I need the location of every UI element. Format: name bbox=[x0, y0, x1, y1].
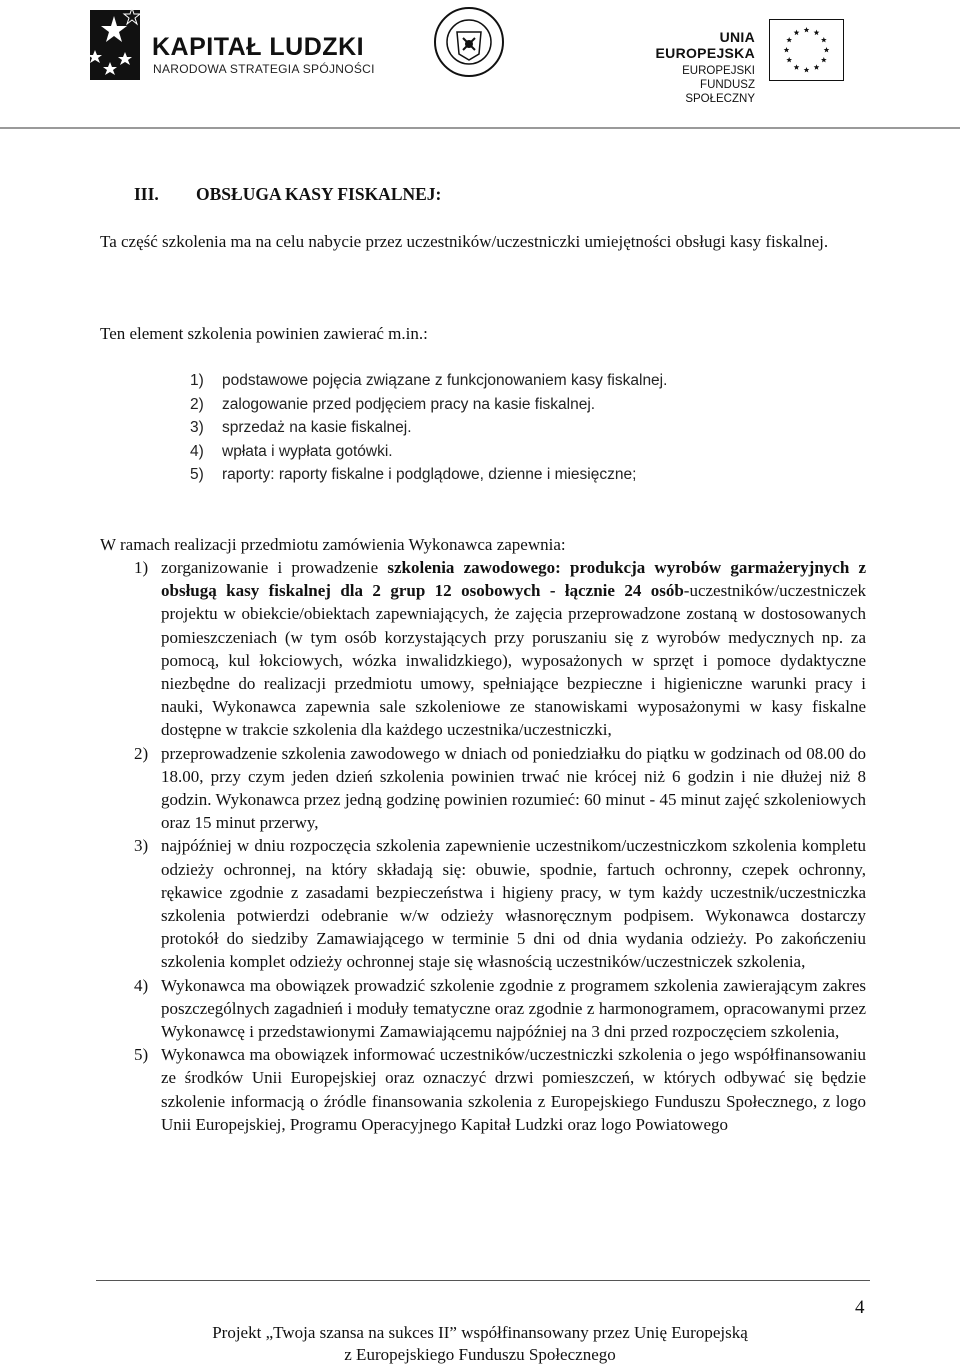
kapital-ludzki-emblem-icon bbox=[80, 2, 160, 86]
section-heading bbox=[134, 184, 441, 205]
list-item: 3) sprzedaż na kasie fiskalnej. bbox=[190, 419, 412, 436]
eu-line-1: EUROPEJSKI bbox=[682, 65, 755, 77]
eu-line-2: FUNDUSZ SPOŁECZNY bbox=[685, 79, 755, 105]
page-number: 4 bbox=[855, 1297, 865, 1318]
list-item: 5) Wykonawca ma obowiązek informować uczestników/uczestniczki szkolenia o jego współfinansowaniu ze środków Unii Europejskiej oraz oznaczyć drzwi pomieszczeń, w których odbywać się będzie szkolenie informacją o źródle finansowania szkolenia z Europejskiego Funduszu Społecznego, z logo Unii Europejskiej, Programu Operacyjnego Kapitał Ludzki oraz logo Powiatowego bbox=[134, 1045, 866, 1134]
list-item: 4) wpłata i wypłata gotówki. bbox=[190, 442, 393, 460]
list-item: 2) zalogowanie przed podjęciem pracy na kasie fiskalnej. bbox=[190, 395, 596, 413]
kapital-ludzki-subtitle: NARODOWA STRATEGIA SPÓJNOŚCI bbox=[153, 62, 375, 76]
page-header bbox=[0, 0, 960, 128]
list-item: 4) Wykonawca ma obowiązek prowadzić szkolenie zgodnie z programem szkolenia zawierającym zakres poszczególnych zagadnień i moduły tematyczne oraz zgodnie z harmonogramem, opracowanymi przez Wykonawcę i przedstawionymi Zamawiającemu najpóźniej na 3 dni przed rozpoczęciem szkolenia, bbox=[134, 975, 866, 1042]
topics-list bbox=[190, 369, 667, 487]
list-item: 3) najpóźniej w dniu rozpoczęcia szkolenia zapewnienie uczestnikom/uczestniczkom szkolenia kompletu odzieży ochronnej, na który składają się: obuwie, spodnie, fartuch ochronny, czepek ochronny, rękawice zgodnie z zasadami bezpieczeństwa i higieny pracy, w tym każdy uczestnik/uczestniczka szkolenia potwierdzi odebranie w/w odzieży własnoręcznym podpisem. Wykonawca dostarczy protokół do siedziby Zamawiającego w terminie 5 dni od dnia wydania odzieży. Po zakończeniu szkolenia komplet odzieży ochronnej staje się własnością uczestników/uczestniczek szkolenia, bbox=[134, 836, 866, 972]
kapital-ludzki-logo bbox=[80, 2, 380, 86]
section-title: OBSŁUGA KASY FISKALNEJ: bbox=[196, 184, 442, 204]
list-item: 5) raporty: raporty fiskalne i podglądowe, dzienne i miesięczne; bbox=[190, 466, 637, 483]
footer-line-1: Projekt „Twoja szansa na sukces II” współfinansowany przez Unię Europejską bbox=[212, 1323, 748, 1342]
section-number: III. bbox=[134, 184, 159, 204]
kapital-ludzki-title: KAPITAŁ LUDZKI bbox=[152, 33, 365, 61]
footer-line-2: z Europejskiego Funduszu Społecznego bbox=[344, 1345, 616, 1364]
page-footer bbox=[0, 1322, 960, 1366]
list-item: 2) przeprowadzenie szkolenia zawodowego w dniach od poniedziałku do piątku w godzinach od 08.00 do 18.00, przy czym jeden dzień szkolenia powinien trwać nie krócej niż 6 godzin i nie dłużej niż 8 godzin. Wykonawca przez jedną godzinę powinien rozumieć: 60 minut - 45 minut zajęć szkoleniowych oraz 15 minut przerwy, bbox=[134, 743, 866, 833]
pcpr-seal-logo bbox=[433, 6, 505, 78]
header-divider bbox=[0, 127, 960, 129]
list-item: 1) podstawowe pojęcia związane z funkcjonowaniem kasy fiskalnej. bbox=[190, 372, 668, 389]
ten-element-paragraph: Ten element szkolenia powinien zawierać m.in.: bbox=[100, 324, 428, 343]
footer-divider bbox=[96, 1280, 870, 1281]
intro-paragraph: Ta część szkolenia ma na celu nabycie przez uczestników/uczestniczki umiejętności obsługi kasy fiskalnej. bbox=[100, 232, 829, 251]
list-item: 1) zorganizowanie i prowadzenie szkolenia zawodowego: produkcja wyrobów garmażeryjnych z obsługą kasy fiskalnej dla 2 grup 12 osobowych - łącznie 24 osób-uczestników/uczestniczek projektu w obiekcie/obiektach zapewniających, że zajęcia przeprowadzone zostaną w dostosowanych pomieszczeniach (w tym osób korzystających przy poruszaniu się z wyrobów medycznych np. za pomocą, kul łokciowych, wózka inwalidzkiego), wyposażonych w sprzęt i pomoce dydaktyczne niezbędne do realizacji przedmiotu umowy, spełniające bezpieczne i higieniczne warunki pracy i nauki, Wykonawca zapewnia sale szkoleniowe ze stanowiskami wyposażonymi w kasy fiskalne dostępne w trakcie szkolenia dla każdego uczestnika/uczestniczki, bbox=[134, 558, 866, 740]
obligations-list bbox=[100, 556, 866, 1136]
eu-title: UNIA EUROPEJSKA bbox=[655, 29, 755, 61]
w-ramach-paragraph: W ramach realizacji przedmiotu zamówienia Wykonawca zapewnia: bbox=[100, 535, 566, 554]
eu-flag-icon bbox=[769, 19, 844, 81]
eu-text-block bbox=[629, 29, 755, 106]
